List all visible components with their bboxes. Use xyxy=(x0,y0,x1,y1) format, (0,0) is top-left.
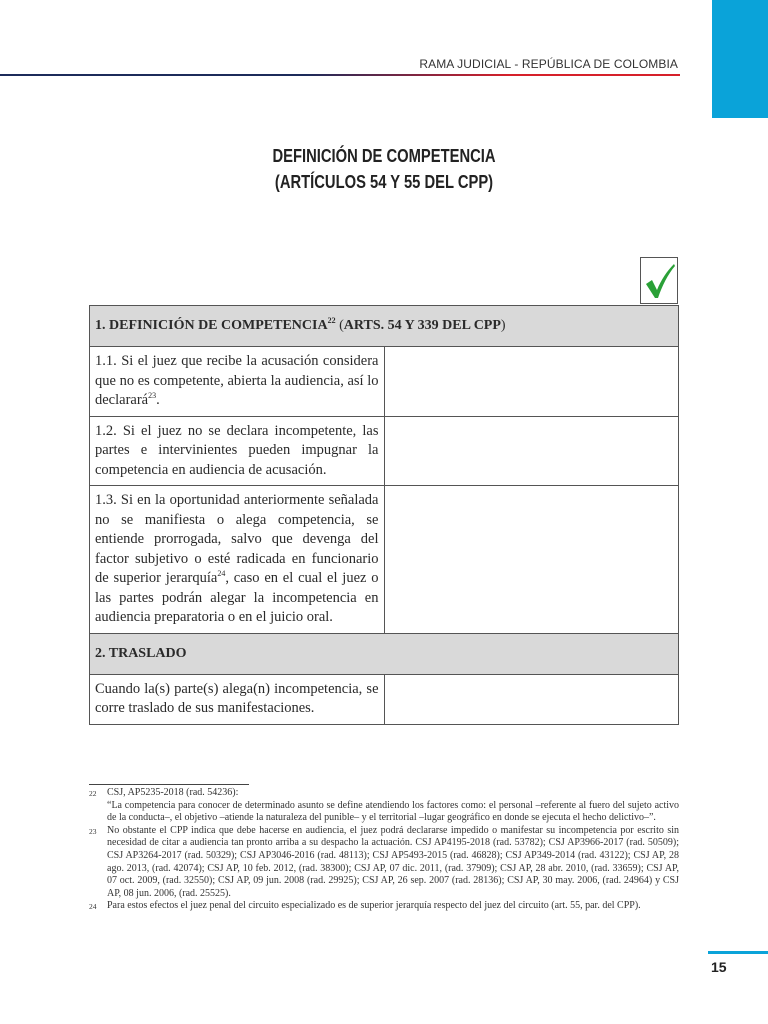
item-1-2-checkbox[interactable] xyxy=(384,416,679,486)
competence-checklist-table xyxy=(89,305,679,725)
footnote-ref-24: 24 xyxy=(217,569,226,578)
check-column-header xyxy=(640,257,678,304)
page-number: 15 xyxy=(711,959,727,975)
item-1-2-body: 1.2. Si el juez no se declara incompetente, las partes e intervinientes pueden impugnar la competencia en audiencia de acusación. xyxy=(95,422,379,478)
check-mark-icon xyxy=(644,262,676,300)
checklist-row-2-1 xyxy=(90,674,679,724)
item-2-1-text: Cuando la(s) parte(s) alega(n) incompetencia, se corre traslado de sus manifestaciones. xyxy=(90,674,385,724)
heading-paren-open: ( xyxy=(335,318,344,334)
footnote-ref-23: 23 xyxy=(148,391,157,400)
footnote-number: 24 xyxy=(89,902,97,912)
item-1-2-text xyxy=(90,416,385,486)
section-1-heading-row xyxy=(90,306,679,347)
running-header: RAMA JUDICIAL - REPÚBLICA DE COLOMBIA xyxy=(419,57,678,71)
footnote-number: 22 xyxy=(89,789,97,798)
footnote-text: CSJ, AP5235-2018 (rad. 54236): xyxy=(107,787,239,798)
checklist-row-1-1 xyxy=(90,347,679,417)
page-title xyxy=(69,143,699,195)
title-line-2: (ARTÍCULOS 54 Y 55 DEL CPP) xyxy=(274,172,494,192)
corner-tab xyxy=(712,0,768,118)
item-2-1-checkbox[interactable] xyxy=(384,674,679,724)
page-number-rule xyxy=(708,951,768,954)
section-1-heading-text: 1. DEFINICIÓN DE COMPETENCIA xyxy=(95,318,328,334)
section-2-heading: 2. TRASLADO xyxy=(90,633,679,674)
footnote-quote: “La competencia para conocer de determinado asunto se define atendiendo los factores como: el personal –referente al fuero del sujeto activo de la conducta–, el objetivo –atiende la naturaleza del punible– y el territorial –lugar geográfico en donde se ejecuta el hecho delictivo–”. xyxy=(107,799,679,824)
header-rule xyxy=(0,74,680,76)
footnote-number: 23 xyxy=(89,826,97,836)
item-1-1-tail: . xyxy=(156,392,160,408)
footnotes xyxy=(89,787,679,914)
footnote-24 xyxy=(89,900,679,914)
item-1-1-checkbox[interactable] xyxy=(384,347,679,417)
section-1-heading xyxy=(90,306,679,347)
checklist-row-1-2 xyxy=(90,416,679,486)
section-2-heading-row xyxy=(90,633,679,674)
item-1-1-body: 1.1. Si el juez que recibe la acusación considera que no es competente, abierta la audiencia, así lo declarará xyxy=(95,353,379,408)
footnote-ref-22: 22 xyxy=(327,316,336,326)
title-line-1: DEFINICIÓN DE COMPETENCIA xyxy=(272,146,496,166)
footnote-body xyxy=(107,787,679,825)
footnote-text: No obstante el CPP indica que debe hacerse en audiencia, el juez podrá declararse impedido o manifestar su incompetencia por escrito sin necesidad de citar a audiencia tan pronto arriba a su despacho la actuación. CSJ AP4195-2018 (rad. 53782); CSJ AP3966-2017 (rad. 50509); CSJ AP3264-2017 (rad. 50329); CSJ AP3046-2016 (rad. 48113); CSJ AP5493-2015 (rad. 46828); CSJ AP349-2014 (rad. 43122); CSJ AP, 28 ago. 2013, (rad. 42074); CSJ AP, 10 feb. 2012, (rad. 38300); CSJ AP, 07 dic. 2011, (rad. 37909); CSJ AP, 28 abr. 2010, (rad. 33659); CSJ AP, 07 oct. 2009, (rad. 32550); CSJ AP, 09 jun. 2008 (rad. 29925); CSJ AP, 26 sep. 2007 (rad. 28136); CSJ AP, 30 may. 2006, (rad. 24964) y CSJ AP, 08 jun. 2006, (rad. 25525). xyxy=(107,824,679,899)
footnote-23 xyxy=(89,825,679,901)
item-1-1-text xyxy=(90,347,385,417)
item-1-3-checkbox[interactable] xyxy=(384,486,679,634)
item-1-3-text xyxy=(90,486,385,634)
footnote-22 xyxy=(89,787,679,825)
section-1-heading-articles: ARTS. 54 Y 339 DEL CPP xyxy=(343,318,501,334)
checklist-row-1-3 xyxy=(90,486,679,634)
footnote-text: Para estos efectos el juez penal del circuito especializado es de superior jerarquía respecto del juez del circuito (art. 55, par. del CPP). xyxy=(107,900,641,912)
item-1-3-tail: , caso en el cual el juez o las partes podrán alegar la incompetencia en audiencia preparatoria o en el juicio oral. xyxy=(95,570,379,625)
item-1-3-body: 1.3. Si en la oportunidad anteriormente señalada no se manifiesta o alega competencia, se entiende prorrogada, salvo que devenga del factor subjetivo o esté radicada en funcionario de superior jerarquía xyxy=(95,492,379,586)
footnote-rule xyxy=(89,784,249,785)
heading-paren-close: ) xyxy=(500,318,506,334)
